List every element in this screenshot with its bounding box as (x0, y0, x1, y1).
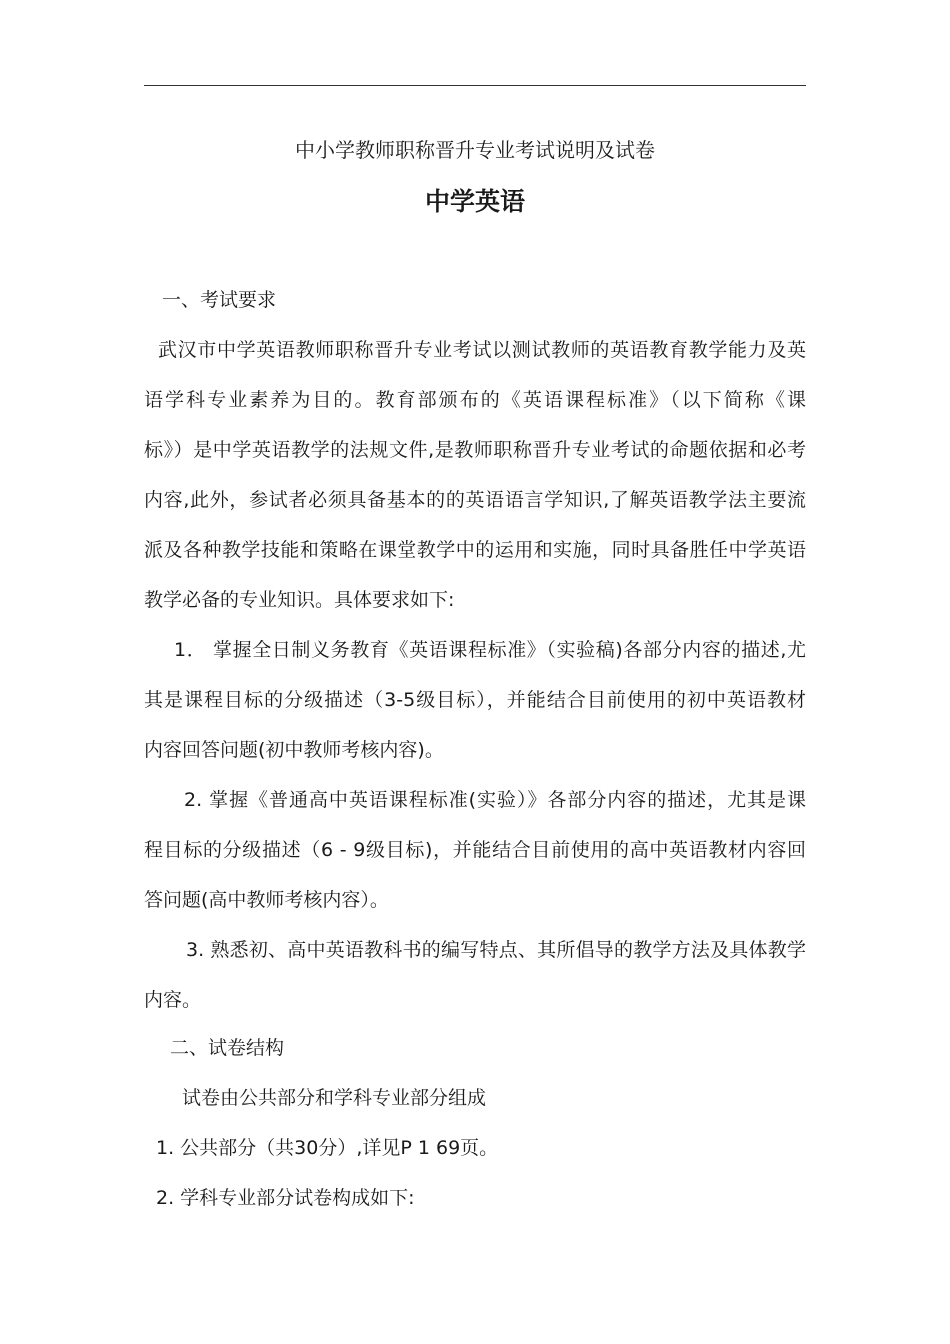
list-item-line: 2. 掌握《普通高中英语课程标准(实验）》各部分内容的描述，尤其是课 (184, 789, 806, 811)
list-item-line: 内容。 (144, 989, 202, 1011)
paragraph-line: 派及各种教学技能和策略在课堂教学中的运用和实施，同时具备胜任中学英语 (144, 539, 806, 561)
paragraph-line: 语学科专业素养为目的。教育部颁布的《英语课程标准》（以下简称《课 (144, 389, 806, 411)
document-title: 中学英语 (424, 187, 525, 216)
paragraph-line: 标》）是中学英语教学的法规文件,是教师职称晋升专业考试的命题依据和必考 (144, 439, 806, 461)
list-item-line: 3. 熟悉初、高中英语教科书的编写特点、其所倡导的教学方法及具体教学 (186, 939, 806, 961)
structure-item-subject: 2. 学科专业部分试卷构成如下: (156, 1187, 415, 1209)
paragraph-line: 教学必备的专业知识。具体要求如下: (144, 589, 455, 611)
section-heading-requirements: 一、考试要求 (162, 289, 277, 311)
list-item-line: 其是课程目标的分级描述（3-5级目标），并能结合目前使用的初中英语教材 (144, 689, 806, 711)
section-heading-structure: 二、试卷结构 (170, 1037, 285, 1059)
structure-item-public: 1. 公共部分（共30分）,详见P 1 69页。 (156, 1137, 499, 1159)
list-item-line: 程目标的分级描述（6 - 9级目标)，并能结合目前使用的高中英语教材内容回 (144, 839, 806, 861)
document-subtitle: 中小学教师职称晋升专业考试说明及试卷 (295, 138, 655, 162)
list-item-line: 答问题(高中教师考核内容）。 (144, 889, 389, 911)
paragraph-line: 武汉市中学英语教师职称晋升专业考试以测试教师的英语教育教学能力及英 (158, 339, 806, 361)
list-item-line: 1． 掌握全日制义务教育《英语课程标准》（实验稿)各部分内容的描述,尤 (174, 639, 806, 661)
section-intro: 试卷由公共部分和学科专业部分组成 (182, 1087, 487, 1109)
list-item-line: 内容回答问题(初中教师考核内容)。 (144, 739, 444, 761)
paragraph-line: 内容,此外，参试者必须具备基本的的英语语言学知识,了解英语教学法主要流 (144, 489, 806, 511)
header-rule (144, 85, 806, 86)
